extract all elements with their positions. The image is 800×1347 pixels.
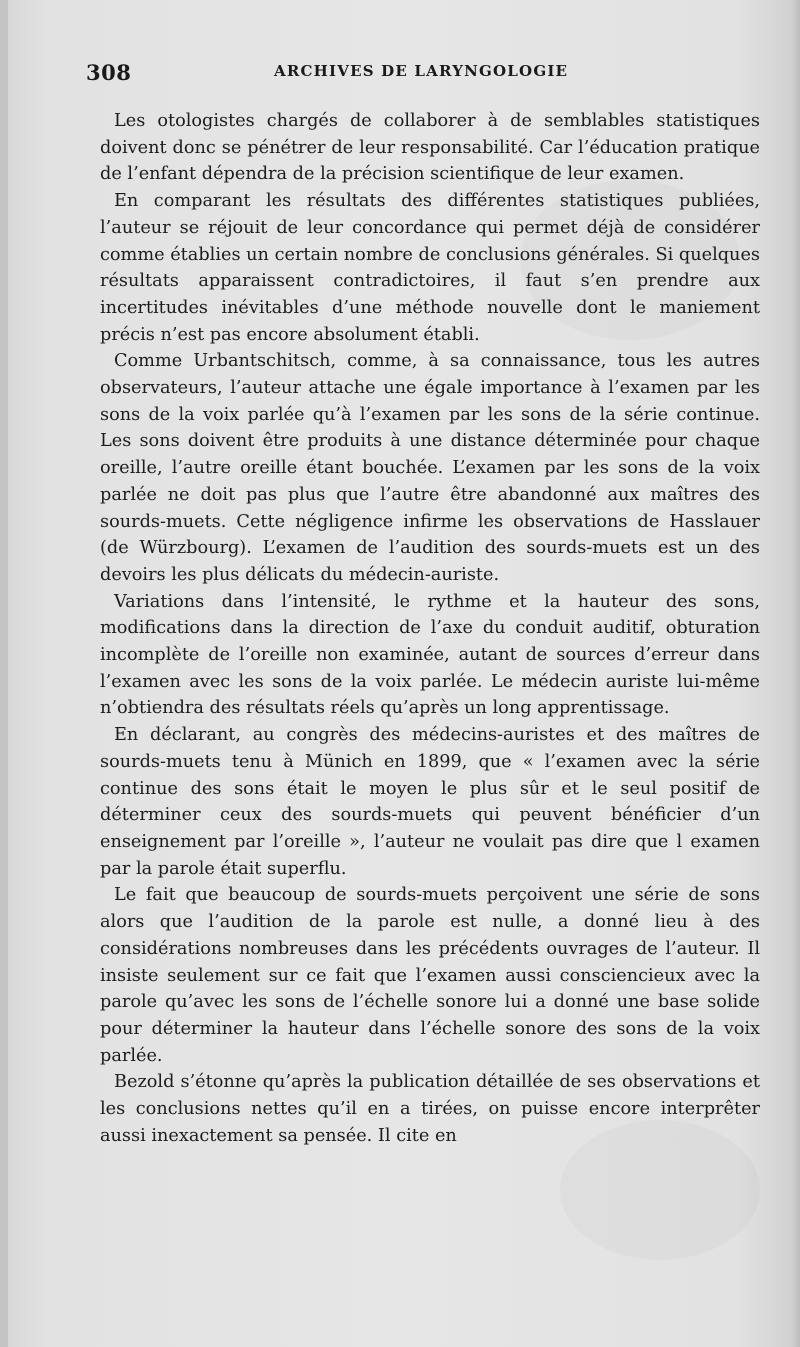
paragraph: Comme Urbantschitsch, comme, à sa connaissance, tous les autres observateurs, l’auteur attache une égale importance à l’examen par les sons de la voix parlée qu’à l’examen par les sons de la série continue. Les sons doivent être produits à une distance déterminée pour chaque oreille, l’autre oreille étant bouchée. L’examen par les sons de la voix parlée ne doit pas plus que l’autre être abandonné aux maîtres des sourds-muets. Cette négligence infirme les observations de Hasslauer (de Würzbourg). L’examen de l’audition des sourds-muets est un des devoirs les plus délicats du médecin-auriste. <box>100 351 760 585</box>
page-header <box>86 58 766 92</box>
page-left-edge <box>0 0 8 1347</box>
paragraph: Les otologistes chargés de collaborer à de semblables statistiques doivent donc se pénétrer de leur responsabilité. Car l’éducation pratique de l’enfant dépendra de la précision scientifique de leur examen. <box>100 111 760 185</box>
paragraph: Variations dans l’intensité, le rythme et la hauteur des sons, modifications dans la direction de l’axe du conduit auditif, obturation incomplète de l’oreille non examinée, autant de sources d’erreur dans l’examen avec les sons de la voix parlée. Le médecin auriste lui-même n’obtiendra des résultats réels qu’après un long apprentissage. <box>100 591 760 719</box>
running-head: ARCHIVES DE LARYNGOLOGIE <box>274 62 569 80</box>
page-right-edge <box>790 0 800 1347</box>
page-number: 308 <box>86 60 132 85</box>
paragraph: Le fait que beaucoup de sourds-muets perçoivent une série de sons alors que l’audition de la parole est nulle, a donné lieu à des considérations nombreuses dans les précédents ouvrages de l’auteur. Il insiste seulement sur ce fait que l’examen aussi consciencieux avec la parole qu’avec les sons de l’échelle sonore lui a donné une base solide pour déterminer la hauteur dans l’échelle sonore des sons de la voix parlée. <box>100 885 760 1066</box>
paragraph: En comparant les résultats des différentes statistiques publiées, l’auteur se réjouit de leur concordance qui permet déjà de considérer comme établies un certain nombre de conclusions générales. Si quelques résultats apparaissent contradictoires, il faut s’en prendre aux incertitudes inévitables d’une méthode nouvelle dont le maniement précis n’est pas encore absolument établi. <box>100 191 760 345</box>
article-body <box>100 108 760 1149</box>
paragraph: En déclarant, au congrès des médecins-auristes et des maîtres de sourds-muets tenu à Münich en 1899, que « l’examen avec la série continue des sons était le moyen le plus sûr et le seul positif de déterminer ceux des sourds-muets qui peuvent bénéficier d’un enseignement par l’oreille », l’auteur ne voulait pas dire que l examen par la parole était superflu. <box>100 725 760 879</box>
paragraph: Bezold s’étonne qu’après la publication détaillée de ses observations et les conclusions nettes qu’il en a tirées, on puisse encore interprêter aussi inexactement sa pensée. Il cite en <box>100 1072 760 1146</box>
